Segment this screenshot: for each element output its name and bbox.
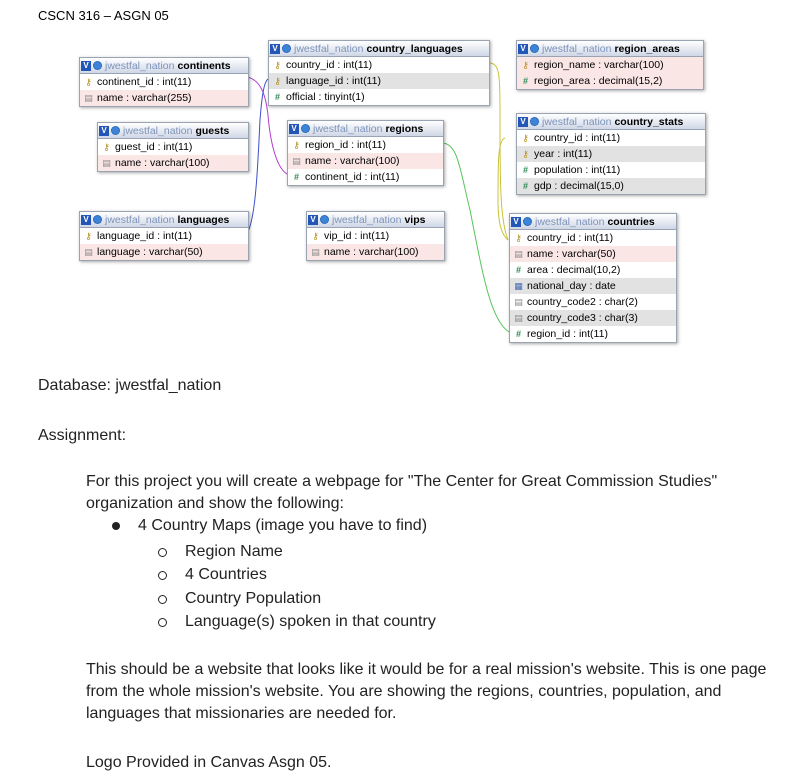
gear-icon[interactable] xyxy=(111,126,120,135)
table-header[interactable]: V jwestfal_nation guests xyxy=(98,123,248,139)
column-row[interactable]: ▤ name : varchar(100) xyxy=(307,244,444,260)
table-header[interactable]: V jwestfal_nation countries xyxy=(510,214,676,230)
circle-bullet-icon xyxy=(158,595,167,604)
database-line: Database: jwestfal_nation xyxy=(38,377,222,394)
key-icon: ⚷ xyxy=(312,230,319,241)
string-icon: ▤ xyxy=(84,92,93,103)
column-row[interactable]: ▤ name : varchar(100) xyxy=(98,155,248,171)
column-row[interactable]: ⚷ country_id : int(11) xyxy=(269,57,489,73)
number-icon: # xyxy=(515,265,521,275)
column-row[interactable]: ▤ name : varchar(255) xyxy=(80,90,248,106)
string-icon: ▤ xyxy=(514,312,523,323)
checkbox-icon[interactable]: V xyxy=(518,117,528,127)
table-header[interactable]: V jwestfal_nation vips xyxy=(307,212,444,228)
gear-icon[interactable] xyxy=(530,117,539,126)
checkbox-icon[interactable]: V xyxy=(511,217,521,227)
checkbox-icon[interactable]: V xyxy=(81,215,91,225)
table-header[interactable]: V jwestfal_nation continents xyxy=(80,58,248,74)
column-row[interactable]: ⚷ region_id : int(11) xyxy=(288,137,443,153)
string-icon: ▤ xyxy=(311,246,320,257)
table-country-stats[interactable] xyxy=(516,113,706,195)
table-continents[interactable] xyxy=(79,57,249,107)
column-row[interactable]: ⚷ continent_id : int(11) xyxy=(80,74,248,90)
bullet-icon xyxy=(112,522,120,530)
table-header[interactable]: V jwestfal_nation country_languages xyxy=(269,41,489,57)
column-row[interactable]: # region_id : int(11) xyxy=(510,326,676,342)
string-icon: ▤ xyxy=(292,155,301,166)
key-icon: ⚷ xyxy=(522,132,529,143)
checkbox-icon[interactable]: V xyxy=(289,124,299,134)
table-regions[interactable] xyxy=(287,120,444,186)
checkbox-icon[interactable]: V xyxy=(270,44,280,54)
key-icon: ⚷ xyxy=(85,230,92,241)
column-row[interactable]: # continent_id : int(11) xyxy=(288,169,443,185)
column-row[interactable]: ▤ language : varchar(50) xyxy=(80,244,248,260)
column-row[interactable]: ⚷ country_id : int(11) xyxy=(517,130,705,146)
number-icon: # xyxy=(522,76,528,86)
column-row[interactable]: ⚷ guest_id : int(11) xyxy=(98,139,248,155)
column-row[interactable]: ▤ country_code3 : char(3) xyxy=(510,310,676,326)
string-icon: ▤ xyxy=(84,246,93,257)
gear-icon[interactable] xyxy=(301,124,310,133)
number-icon: # xyxy=(293,172,299,182)
key-icon: ⚷ xyxy=(103,141,110,152)
string-icon: ▤ xyxy=(102,157,111,168)
column-row[interactable]: ⚷ country_id : int(11) xyxy=(510,230,676,246)
table-countries[interactable] xyxy=(509,213,677,343)
column-row[interactable]: ⚷ year : int(11) xyxy=(517,146,705,162)
string-icon: ▤ xyxy=(514,296,523,307)
gear-icon[interactable] xyxy=(282,44,291,53)
column-row[interactable]: # gdp : decimal(15,0) xyxy=(517,178,705,194)
column-row[interactable]: # area : decimal(10,2) xyxy=(510,262,676,278)
link-regions-countries xyxy=(442,143,509,332)
checkbox-icon[interactable]: V xyxy=(99,126,109,136)
bullet-item: 4 Country Maps (image you have to find) xyxy=(112,517,427,535)
column-row[interactable]: ▤ name : varchar(50) xyxy=(510,246,676,262)
assignment-label: Assignment: xyxy=(38,427,127,444)
calendar-icon: ▦ xyxy=(514,280,523,291)
gear-icon[interactable] xyxy=(93,61,102,70)
key-icon: ⚷ xyxy=(522,148,529,159)
number-icon: # xyxy=(274,92,280,102)
table-guests[interactable] xyxy=(97,122,249,172)
column-row[interactable]: # population : int(11) xyxy=(517,162,705,178)
column-row[interactable]: ⚷ vip_id : int(11) xyxy=(307,228,444,244)
sub-item: Country Population xyxy=(158,590,321,608)
sub-item: Region Name xyxy=(158,543,283,561)
table-header[interactable]: V jwestfal_nation country_stats xyxy=(517,114,705,130)
circle-bullet-icon xyxy=(158,548,167,557)
column-row[interactable]: ▦ national_day : date xyxy=(510,278,676,294)
column-row[interactable]: ⚷ language_id : int(11) xyxy=(80,228,248,244)
table-region-areas[interactable] xyxy=(516,40,704,90)
checkbox-icon[interactable]: V xyxy=(308,215,318,225)
key-icon: ⚷ xyxy=(293,139,300,150)
table-header[interactable]: V jwestfal_nation languages xyxy=(80,212,248,228)
link-country-stats-countries xyxy=(498,138,508,240)
key-icon: ⚷ xyxy=(522,59,529,70)
table-languages[interactable] xyxy=(79,211,249,261)
number-icon: # xyxy=(522,181,528,191)
key-icon: ⚷ xyxy=(515,232,522,243)
intro-paragraph: For this project you will create a webpage for "The Center for Great Commission Studies" organization and show the following: xyxy=(86,473,718,512)
description-paragraph: This should be a website that looks like it would be for a real mission's website. This is one page from the whole mission's website. You are showing the regions, countries, population, and languages that missionaries are needed for. xyxy=(86,661,767,722)
circle-bullet-icon xyxy=(158,571,167,580)
link-country-languages-countries xyxy=(489,63,508,240)
sub-item: Language(s) spoken in that country xyxy=(158,613,436,631)
column-row[interactable]: # region_area : decimal(15,2) xyxy=(517,73,703,89)
checkbox-icon[interactable]: V xyxy=(518,44,528,54)
column-row[interactable]: ▤ name : varchar(100) xyxy=(288,153,443,169)
checkbox-icon[interactable]: V xyxy=(81,61,91,71)
number-icon: # xyxy=(515,329,521,339)
table-vips[interactable] xyxy=(306,211,445,261)
circle-bullet-icon xyxy=(158,618,167,627)
string-icon: ▤ xyxy=(514,248,523,259)
column-row[interactable]: ⚷ region_name : varchar(100) xyxy=(517,57,703,73)
link-languages-country-languages xyxy=(247,79,268,233)
document-header: CSCN 316 – ASGN 05 xyxy=(38,8,169,23)
gear-icon[interactable] xyxy=(530,44,539,53)
column-row[interactable]: ▤ country_code2 : char(2) xyxy=(514,296,638,308)
table-header[interactable]: V jwestfal_nation regions xyxy=(288,121,443,137)
table-country-languages[interactable] xyxy=(268,40,490,106)
key-icon: ⚷ xyxy=(274,75,281,86)
logo-note: Logo Provided in Canvas Asgn 05. xyxy=(86,754,332,771)
gear-icon[interactable] xyxy=(320,215,329,224)
column-row[interactable]: # official : tinyint(1) xyxy=(269,89,489,105)
number-icon: # xyxy=(522,165,528,175)
gear-icon[interactable] xyxy=(93,215,102,224)
column-row[interactable]: ⚷ language_id : int(11) xyxy=(269,73,489,89)
table-header[interactable]: V jwestfal_nation region_areas xyxy=(517,41,703,57)
gear-icon[interactable] xyxy=(523,217,532,226)
sub-item: 4 Countries xyxy=(158,566,267,584)
key-icon: ⚷ xyxy=(85,76,92,87)
key-icon: ⚷ xyxy=(274,59,281,70)
